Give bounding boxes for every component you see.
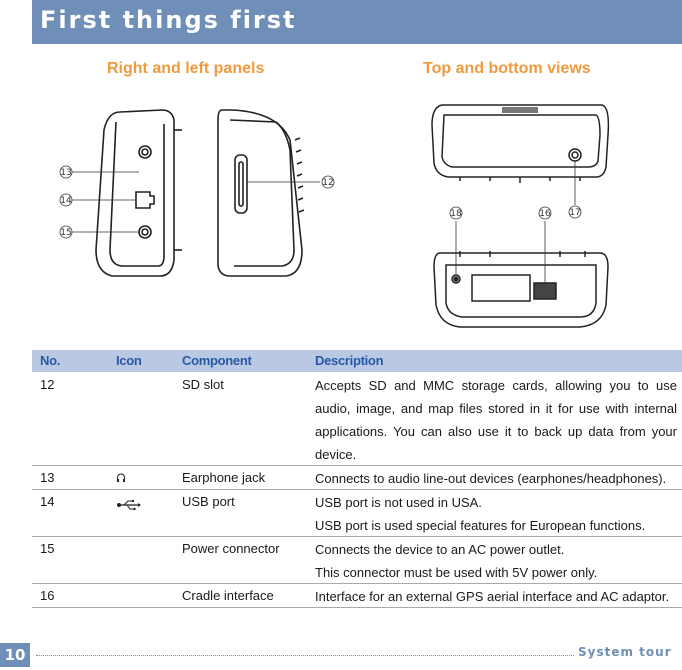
- callout-13: [60, 166, 72, 178]
- row-description: Interface for an external GPS aerial interface and AC adaptor.: [315, 589, 670, 604]
- right-panel-device: [218, 110, 304, 276]
- table-header: [32, 350, 682, 372]
- footer-divider: [36, 655, 574, 656]
- svg-text:13: 13: [60, 168, 72, 178]
- column-header-description: Description: [315, 353, 384, 368]
- column-header-component: Component: [182, 353, 252, 368]
- table-row: [32, 585, 682, 608]
- row-component: Earphone jack: [182, 470, 266, 485]
- row-number: 14: [40, 494, 55, 509]
- row-component: Cradle interface: [182, 588, 274, 603]
- svg-text:14: 14: [60, 196, 72, 206]
- bottom-view-device: [434, 251, 608, 327]
- top-bottom-views-illustration: [420, 95, 620, 335]
- side-panels-illustration: [50, 100, 350, 280]
- row-description-line-1: Connects the device to an AC power outlet.: [315, 542, 565, 557]
- column-header-icon: Icon: [116, 353, 142, 368]
- row-description-line-1: USB port is not used in USA.: [315, 495, 482, 510]
- row-description: Connects to audio line-out devices (earphones/headphones).: [315, 471, 667, 486]
- svg-text:17: 17: [569, 208, 581, 218]
- svg-text:18: 18: [450, 209, 462, 219]
- table-row: [32, 374, 682, 466]
- row-description-line-2: USB port is used special features for European functions.: [315, 518, 646, 533]
- callout-14: [60, 194, 72, 206]
- page-number: 10: [0, 643, 30, 667]
- page-title: First things first: [40, 6, 297, 34]
- row-component: SD slot: [182, 377, 224, 392]
- callout-15: [60, 226, 72, 238]
- row-number: 15: [40, 541, 55, 556]
- left-panel-device: [96, 110, 182, 276]
- column-header-no: No.: [40, 353, 61, 368]
- callout-17: [569, 206, 581, 218]
- row-description: Accepts SD and MMC storage cards, allowing you to use audio, image, and map files stored in it for use with internal applications. You can also use it to back up data from your device.: [315, 378, 677, 462]
- callout-16: [539, 207, 551, 219]
- headphones-icon: [116, 473, 126, 483]
- callout-12: [322, 176, 334, 188]
- row-number: 13: [40, 470, 55, 485]
- usb-icon: [116, 499, 142, 511]
- row-component: USB port: [182, 494, 235, 509]
- row-number: 16: [40, 588, 55, 603]
- svg-text:15: 15: [60, 228, 72, 238]
- callout-18: [450, 207, 462, 219]
- header-bar: [32, 0, 682, 44]
- row-component: Power connector: [182, 541, 280, 556]
- table-row: [32, 467, 682, 490]
- top-view-device: [432, 105, 608, 183]
- row-number: 12: [40, 377, 55, 392]
- row-description-line-2: This connector must be used with 5V power only.: [315, 565, 598, 580]
- heading-right-left-panels: Right and left panels: [107, 60, 265, 77]
- svg-text:12: 12: [322, 178, 334, 188]
- footer-section-label: System tour: [578, 645, 672, 659]
- table-row: [32, 491, 682, 537]
- svg-text:16: 16: [539, 209, 551, 219]
- heading-top-bottom-views: Top and bottom views: [423, 60, 591, 77]
- table-row: [32, 538, 682, 584]
